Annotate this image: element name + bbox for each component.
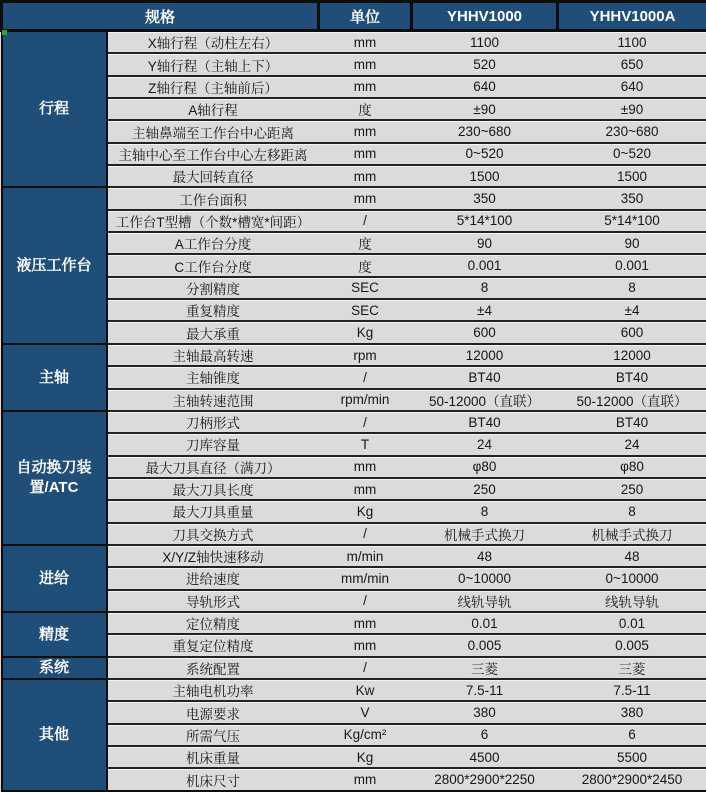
unit-cell: mm (319, 120, 412, 142)
unit-cell: 度 (319, 98, 412, 120)
header-unit: 单位 (319, 2, 412, 31)
group-cell: 精度 (2, 612, 107, 657)
value-cell-model2: 2800*2900*2450 (558, 768, 706, 791)
spec-row (2, 254, 706, 276)
spec-name-cell: 定位精度 (107, 612, 319, 634)
spec-name-cell: 重复定位精度 (107, 634, 319, 656)
value-cell-model2: 5*14*100 (558, 210, 706, 232)
spec-name-cell: 主轴电机功率 (107, 679, 319, 701)
value-cell-model2: 90 (558, 232, 706, 254)
header-model-yhhv1000: YHHV1000 (412, 2, 558, 31)
value-cell-model2: 0~520 (558, 143, 706, 165)
group-cell: 进给 (2, 545, 107, 612)
unit-cell: Kg (319, 321, 412, 343)
spec-name-cell: Y轴行程（主轴上下） (107, 53, 319, 75)
unit-cell: mm (319, 478, 412, 500)
spec-name-cell: 主轴中心至工作台中心左移距离 (107, 143, 319, 165)
spec-row (2, 165, 706, 187)
spec-name-cell: 系统配置 (107, 657, 319, 679)
spec-row (2, 76, 706, 98)
spec-table-body (2, 31, 706, 792)
spec-name-cell: 工作台面积 (107, 187, 319, 209)
spec-row (2, 545, 706, 567)
value-cell-model1: 380 (412, 701, 558, 723)
header-model-yhhv1000a: YHHV1000A (558, 2, 706, 31)
value-cell-model2: BT40 (558, 411, 706, 433)
value-cell-model2: 380 (558, 701, 706, 723)
value-cell-model2: 1500 (558, 165, 706, 187)
spec-row (2, 500, 706, 522)
value-cell-model2: 600 (558, 321, 706, 343)
spec-name-cell: 机床重量 (107, 746, 319, 768)
value-cell-model2: 24 (558, 433, 706, 455)
value-cell-model2: ±90 (558, 98, 706, 120)
value-cell-model1: 0.01 (412, 612, 558, 634)
unit-cell: mm (319, 768, 412, 791)
spec-row (2, 31, 706, 54)
value-cell-model1: 0.001 (412, 254, 558, 276)
spec-row (2, 746, 706, 768)
spec-row (2, 344, 706, 366)
group-cell: 其他 (2, 679, 107, 791)
value-cell-model1: 520 (412, 53, 558, 75)
spec-row (2, 701, 706, 723)
spec-name-cell: A轴行程 (107, 98, 319, 120)
selection-artifact (2, 30, 7, 35)
value-cell-model1: 230~680 (412, 120, 558, 142)
header-spec: 规格 (2, 2, 319, 31)
spec-row (2, 768, 706, 791)
spec-name-cell: 进给速度 (107, 567, 319, 589)
value-cell-model1: 350 (412, 187, 558, 209)
value-cell-model1: 90 (412, 232, 558, 254)
spec-row (2, 612, 706, 634)
value-cell-model1: 0~10000 (412, 567, 558, 589)
unit-cell: mm (319, 53, 412, 75)
value-cell-model2: 线轨导轨 (558, 590, 706, 612)
unit-cell: V (319, 701, 412, 723)
value-cell-model2: 8 (558, 277, 706, 299)
unit-cell: mm (319, 456, 412, 478)
unit-cell: / (319, 411, 412, 433)
value-cell-model1: BT40 (412, 411, 558, 433)
spec-row (2, 210, 706, 232)
value-cell-model2: 48 (558, 545, 706, 567)
spec-row (2, 411, 706, 433)
unit-cell: rpm (319, 344, 412, 366)
value-cell-model1: 24 (412, 433, 558, 455)
spec-name-cell: 最大刀具重量 (107, 500, 319, 522)
group-cell: 系统 (2, 657, 107, 679)
spec-row (2, 53, 706, 75)
unit-cell: Kg/cm² (319, 724, 412, 746)
unit-cell: mm (319, 143, 412, 165)
spec-row (2, 657, 706, 679)
spec-name-cell: 最大刀具长度 (107, 478, 319, 500)
unit-cell: rpm/min (319, 389, 412, 411)
value-cell-model1: 5*14*100 (412, 210, 558, 232)
value-cell-model2: 7.5-11 (558, 679, 706, 701)
value-cell-model2: ±4 (558, 299, 706, 321)
value-cell-model2: 250 (558, 478, 706, 500)
spec-name-cell: 最大刀具直径（满刀） (107, 456, 319, 478)
unit-cell: SEC (319, 299, 412, 321)
unit-cell: mm (319, 165, 412, 187)
value-cell-model1: BT40 (412, 366, 558, 388)
spec-row (2, 366, 706, 388)
unit-cell: m/min (319, 545, 412, 567)
value-cell-model1: 8 (412, 277, 558, 299)
spec-row (2, 321, 706, 343)
value-cell-model2: 三菱 (558, 657, 706, 679)
spec-name-cell: A工作台分度 (107, 232, 319, 254)
spec-name-cell: 刀具交换方式 (107, 523, 319, 545)
group-cell: 液压工作台 (2, 187, 107, 343)
value-cell-model1: 50-12000（直联） (412, 389, 558, 411)
spec-name-cell: 导轨形式 (107, 590, 319, 612)
spec-name-cell: 最大承重 (107, 321, 319, 343)
value-cell-model2: 0~10000 (558, 567, 706, 589)
spec-name-cell: 重复精度 (107, 299, 319, 321)
unit-cell: Kw (319, 679, 412, 701)
spec-name-cell: 刀柄形式 (107, 411, 319, 433)
spec-row (2, 299, 706, 321)
unit-cell: / (319, 523, 412, 545)
spec-row (2, 724, 706, 746)
value-cell-model2: 0.005 (558, 634, 706, 656)
spec-name-cell: X轴行程（动柱左右） (107, 31, 319, 54)
spec-row (2, 634, 706, 656)
unit-cell: Kg (319, 746, 412, 768)
group-cell: 主轴 (2, 344, 107, 411)
value-cell-model1: 12000 (412, 344, 558, 366)
value-cell-model2: 640 (558, 76, 706, 98)
value-cell-model2: 1100 (558, 31, 706, 54)
unit-cell: mm (319, 31, 412, 54)
value-cell-model2: 50-12000（直联） (558, 389, 706, 411)
value-cell-model1: 1500 (412, 165, 558, 187)
group-cell: 行程 (2, 31, 107, 188)
value-cell-model1: ±90 (412, 98, 558, 120)
value-cell-model1: 线轨导轨 (412, 590, 558, 612)
spec-row (2, 232, 706, 254)
spec-row (2, 98, 706, 120)
unit-cell: mm (319, 612, 412, 634)
spec-name-cell: 所需气压 (107, 724, 319, 746)
value-cell-model2: 350 (558, 187, 706, 209)
spec-name-cell: 主轴最高转速 (107, 344, 319, 366)
unit-cell: T (319, 433, 412, 455)
header-row (2, 2, 706, 31)
unit-cell: 度 (319, 232, 412, 254)
value-cell-model1: 三菱 (412, 657, 558, 679)
value-cell-model1: 0.005 (412, 634, 558, 656)
value-cell-model1: 250 (412, 478, 558, 500)
spec-row (2, 277, 706, 299)
spec-row (2, 679, 706, 701)
spec-name-cell: 分割精度 (107, 277, 319, 299)
spec-name-cell: 电源要求 (107, 701, 319, 723)
value-cell-model2: BT40 (558, 366, 706, 388)
spec-name-cell: 工作台T型槽（个数*槽宽*间距） (107, 210, 319, 232)
spec-row (2, 389, 706, 411)
spec-name-cell: 刀库容量 (107, 433, 319, 455)
value-cell-model2: 230~680 (558, 120, 706, 142)
unit-cell: Kg (319, 500, 412, 522)
spec-name-cell: C工作台分度 (107, 254, 319, 276)
value-cell-model1: ±4 (412, 299, 558, 321)
unit-cell: / (319, 657, 412, 679)
value-cell-model2: 8 (558, 500, 706, 522)
spec-name-cell: X/Y/Z轴快速移动 (107, 545, 319, 567)
spec-row (2, 143, 706, 165)
unit-cell: mm (319, 76, 412, 98)
value-cell-model2: 0.001 (558, 254, 706, 276)
spec-name-cell: 主轴鼻端至工作台中心距离 (107, 120, 319, 142)
unit-cell: / (319, 590, 412, 612)
spec-row (2, 433, 706, 455)
value-cell-model1: 1100 (412, 31, 558, 54)
value-cell-model1: 6 (412, 724, 558, 746)
value-cell-model1: 48 (412, 545, 558, 567)
unit-cell: / (319, 366, 412, 388)
unit-cell: SEC (319, 277, 412, 299)
value-cell-model1: 2800*2900*2250 (412, 768, 558, 791)
spec-name-cell: 机床尺寸 (107, 768, 319, 791)
value-cell-model1: 640 (412, 76, 558, 98)
spec-row (2, 478, 706, 500)
spec-row (2, 187, 706, 209)
spec-row (2, 567, 706, 589)
value-cell-model2: 0.01 (558, 612, 706, 634)
unit-cell: 度 (319, 254, 412, 276)
value-cell-model1: φ80 (412, 456, 558, 478)
value-cell-model1: 600 (412, 321, 558, 343)
unit-cell: mm (319, 634, 412, 656)
spec-name-cell: Z轴行程（主轴前后） (107, 76, 319, 98)
unit-cell: / (319, 210, 412, 232)
value-cell-model2: 6 (558, 724, 706, 746)
spec-name-cell: 主轴锥度 (107, 366, 319, 388)
spec-name-cell: 主轴转速范围 (107, 389, 319, 411)
spec-row (2, 523, 706, 545)
value-cell-model2: 5500 (558, 746, 706, 768)
group-cell: 自动换刀装置/ATC (2, 411, 107, 545)
spec-name-cell: 最大回转直径 (107, 165, 319, 187)
value-cell-model2: 12000 (558, 344, 706, 366)
spec-row (2, 456, 706, 478)
value-cell-model1: 机械手式换刀 (412, 523, 558, 545)
value-cell-model2: 机械手式换刀 (558, 523, 706, 545)
value-cell-model1: 8 (412, 500, 558, 522)
value-cell-model2: φ80 (558, 456, 706, 478)
value-cell-model1: 7.5-11 (412, 679, 558, 701)
unit-cell: mm/min (319, 567, 412, 589)
spec-row (2, 590, 706, 612)
unit-cell: mm (319, 187, 412, 209)
value-cell-model1: 4500 (412, 746, 558, 768)
value-cell-model1: 0~520 (412, 143, 558, 165)
spec-row (2, 120, 706, 142)
value-cell-model2: 650 (558, 53, 706, 75)
